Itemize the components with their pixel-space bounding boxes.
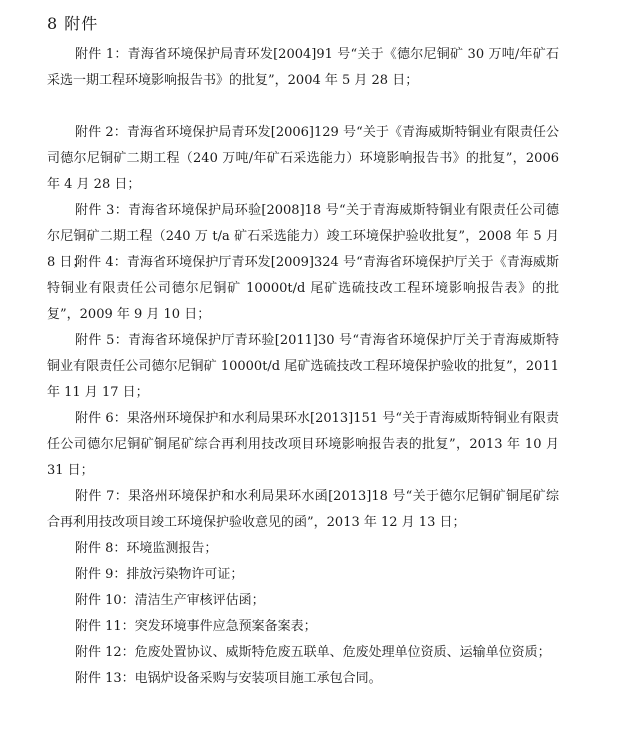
attachment-item-9: 附件 9：排放污染物许可证； — [75, 567, 244, 582]
attachment-item-12: 附件 12：危废处置协议、威斯特危废五联单、危废处理单位资质、运输单位资质； — [75, 645, 551, 660]
attachment-item-5: 附件 5：青海省环境保护厅青环验[2011]30 号“青海省环境保护厅关于青海威斯特铜业有限责任公司德尔尼铜矿 10000t/d 尾矿选硫技改工程环境保护验收的批复”，2011 年 11 月 17 日； — [47, 333, 559, 400]
attachment-item-6: 附件 6：果洛州环境保护和水利局果环水[2013]151 号“关于青海威斯特铜业有限责任公司德尔尼铜矿铜尾矿综合再利用技改项目环境影响报告表的批复”，2013 年 10 月 31 日； — [47, 411, 559, 478]
attachment-item-11: 附件 11：突发环境事件应急预案备案表； — [75, 619, 317, 634]
attachment-item-3: 附件 3：青海省环境保护局环验[2008]18 号“关于青海威斯特铜业有限责任公司德尔尼铜矿二期工程（240 万 t/a 矿石采选能力）竣工环境保护验收批复”，2008 年 5 月 8 日； — [47, 203, 559, 270]
attachment-item-8: 附件 8：环境监测报告； — [75, 541, 218, 556]
section-heading: 8 附件 — [47, 14, 99, 33]
attachment-item-2: 附件 2：青海省环境保护局青环发[2006]129 号“关于《青海威斯特铜业有限责任公司德尔尼铜矿二期工程（240 万吨/年矿石采选能力）环境影响报告书》的批复”，2006 年 4 月 28 日； — [47, 125, 559, 192]
attachment-item-1: 附件 1：青海省环境保护局青环发[2004]91 号“关于《德尔尼铜矿 30 万吨/年矿石采选一期工程环境影响报告书》的批复”，2004 年 5 月 28 日； — [47, 47, 559, 88]
attachment-item-13: 附件 13：电锅炉设备采购与安装项目施工承包合同。 — [75, 671, 382, 686]
attachment-item-7: 附件 7：果洛州环境保护和水利局果环水函[2013]18 号“关于德尔尼铜矿铜尾矿综合再利用技改项目竣工环境保护验收意见的函”，2013 年 12 月 13 日； — [47, 489, 559, 530]
attachment-item-4: 附件 4：青海省环境保护厅青环发[2009]324 号“青海省环境保护厅关于《青海威斯特铜业有限责任公司德尔尼铜矿 10000t/d 尾矿选硫技改工程环境影响报告表》的批复”，2009 年 9 月 10 日； — [47, 255, 559, 322]
attachment-item-10: 附件 10：清洁生产审核评估函； — [75, 593, 265, 608]
